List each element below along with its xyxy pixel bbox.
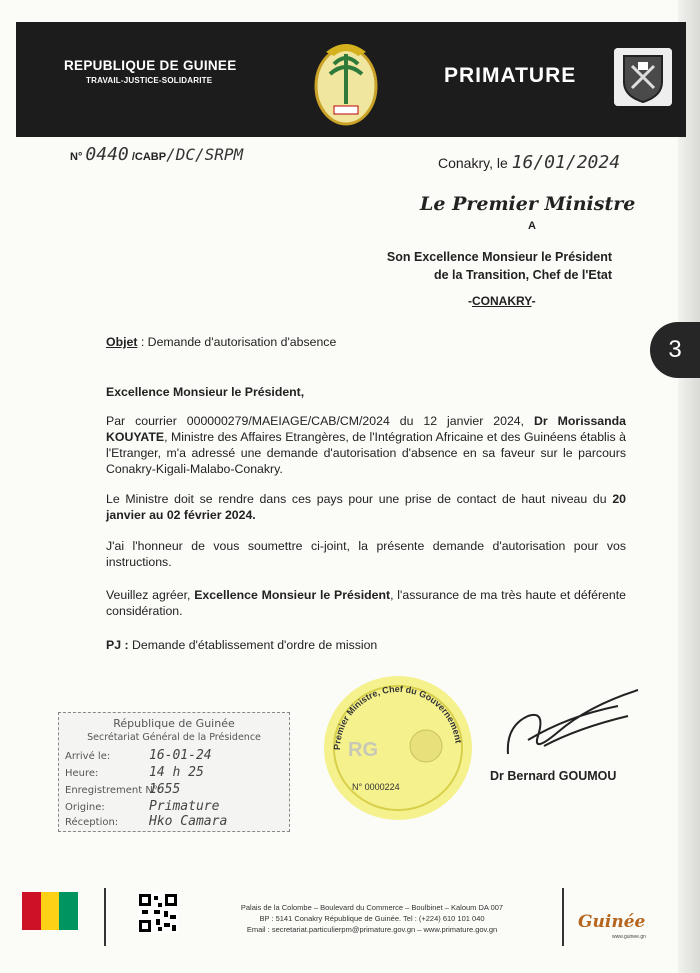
stamp-row-label: Arrivé le: [65,751,111,762]
guinea-flag-icon [22,892,78,930]
to-word: A [528,220,536,232]
p1-text-b: , Ministre des Affaires Etrangères, de l'Intégration Africaine et des Guinéens établis à l'Etranger, m'a adressé une demande d'autorisation d'absence en sa faveur sur le parcours Conakry-Kigali-Malabo-Conakry. [106,430,626,476]
paragraph-4 [106,587,626,619]
stamp-row-value: 16-01-24 [149,748,212,763]
recipient-line-1: Son Excellence Monsieur le Président [386,250,612,264]
paragraph-1 [106,413,626,477]
handwritten-signature [498,676,648,766]
p1-minister-name: Dr Morissanda KOUYATE [106,414,626,444]
primature-logo-icon [614,48,672,106]
stamp-row-label: Enregistrement N°: [65,785,162,796]
stamp-row-value: 14 h 25 [149,765,204,780]
attachment-line [106,637,626,653]
date-label: Conakry, le [438,155,508,171]
ref-cabp: /CABP [131,151,167,163]
ref-suffix-handwritten: /DC/SRPM [166,145,244,164]
signatory-name: Dr Bernard GOUMOU [490,769,617,783]
subject-label: Objet [106,335,138,349]
ref-prefix: N° [70,151,83,163]
recipient-city: -CONAKRY- [468,294,536,308]
stamp-row-label: Réception: [65,817,119,828]
stamp-title: République de Guinée [113,717,235,730]
seal-number: N° 0000224 [352,782,400,792]
ref-number-handwritten: 0440 [85,144,129,165]
national-emblem-icon [306,34,386,129]
footer-divider [562,888,564,946]
p2-dates: 20 janvier au 02 février 2024. [106,492,626,522]
paragraph-2 [106,491,626,523]
p2-text-a: Le Ministre doit se rendre dans ces pays pour une prise de contact de haut niveau du [106,492,613,506]
letterhead-banner [16,22,686,137]
stamp-row-value: Primature [149,799,220,814]
footer-address: Palais de la Colombe – Boulevard du Commerce – Boulbinet – Kaloum DA 007 [240,903,504,912]
subject-line [106,334,626,350]
paragraph-3: J'ai l'honneur de vous soumettre ci-joint, la présente demande d'autorisation pour vos instructions. [106,539,626,569]
p4-addressee: Excellence Monsieur le Président [194,588,391,602]
p4-text-b: , l'assurance de ma très haute et déférente considération. [106,588,626,618]
republic-title: REPUBLIQUE DE GUINEE [64,58,237,73]
primature-title: PRIMATURE [444,64,577,87]
guinee-logo-url: www.guinee.gn [612,934,646,940]
stamp-row-label: Origine: [65,802,105,813]
footer-divider [104,888,106,946]
page-number-tab[interactable]: 3 [650,322,700,378]
seal-ring-text: Premier Ministre, Chef du Gouvernement [331,683,464,751]
salutation: Excellence Monsieur le Président, [106,385,305,399]
recipient-address [370,248,612,284]
subject-text: : Demande d'autorisation d'absence [137,335,337,349]
official-seal-icon [318,672,478,822]
p4-text-a: Veuillez agréer, [106,588,195,602]
footer-contact [196,902,548,935]
reference-number [70,144,243,165]
date-value-handwritten: 16/01/2024 [511,152,621,173]
attachment-text: Demande d'établissement d'ordre de mission [128,638,378,652]
footer-phone: BP : 5141 Conakry République de Guinée. Tel : (+224) 610 101 040 [259,914,485,923]
recipient-line-2: de la Transition, Chef de l'Etat [433,268,612,282]
recipient-city-text: CONAKRY [472,294,532,308]
national-motto: TRAVAIL-JUSTICE-SOLIDARITE [86,76,213,85]
stamp-subtitle: Secrétariat Général de la Présidence [87,732,261,743]
sender-title: Le Premier Ministre [420,193,636,215]
stamp-row-value: 1655 [149,782,181,797]
date-line [438,152,620,173]
qr-code-icon [138,893,178,933]
stamp-row-value: Hko Camara [149,814,228,829]
stamp-row-label: Heure: [65,768,99,779]
seal-center-text: RG [348,739,378,761]
guinee-logo: Guinée [578,912,646,932]
attachment-label: PJ : [106,638,129,652]
footer-email-web[interactable]: Email : secretariat.particulierpm@primature.gov.gn – www.primature.gov.gn [246,925,498,934]
reception-stamp [58,712,290,832]
page-edge-shadow [678,0,700,973]
p1-text-a: Par courrier 000000279/MAEIAGE/CAB/CM/2024 du 12 janvier 2024, [106,414,535,428]
